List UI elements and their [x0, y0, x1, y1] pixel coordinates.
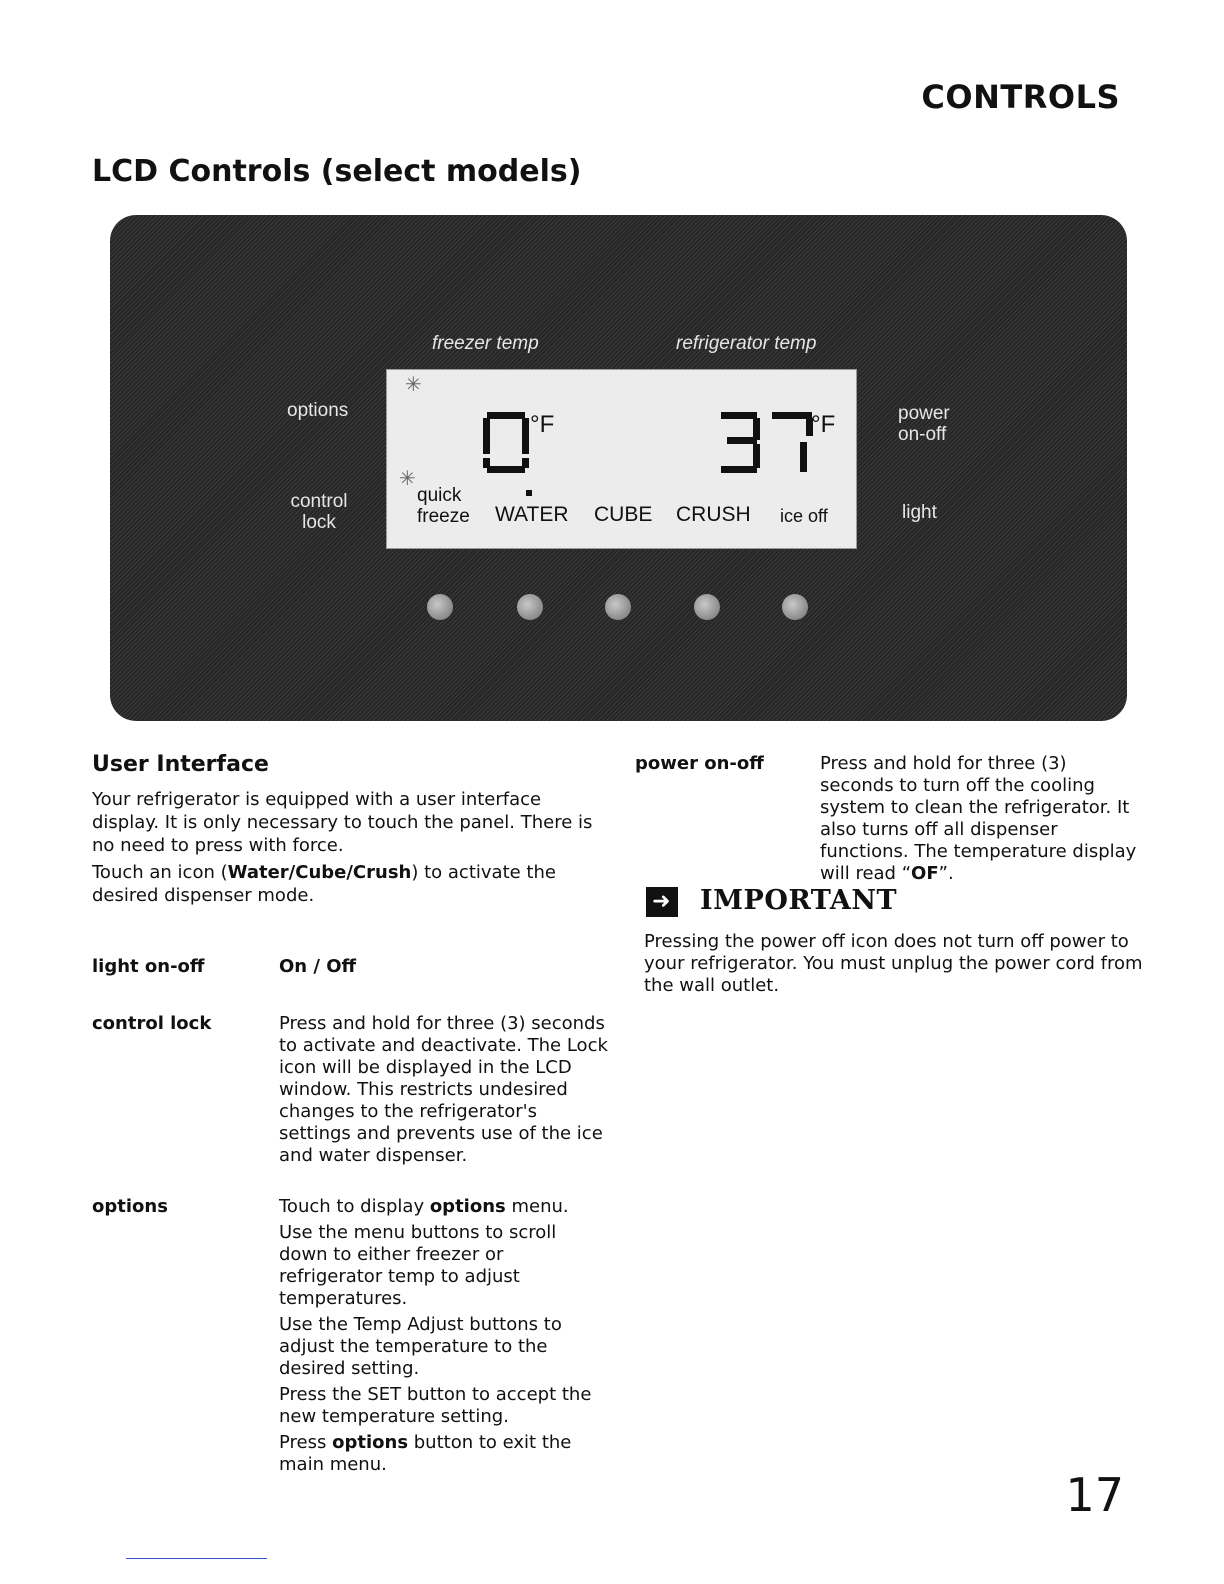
power-text-bold: OF — [911, 863, 939, 884]
quick-freeze-label[interactable] — [417, 485, 470, 527]
options-line1-bold: options — [429, 1196, 506, 1217]
options-line4: Press the SET button to accept the new temperature setting. — [279, 1384, 592, 1427]
snowflake-icon: ✳ — [405, 372, 422, 396]
crush-mode[interactable]: CRUSH — [676, 503, 751, 526]
freezer-temp-label: freezer temp — [432, 333, 539, 354]
arrow-right-icon: ➜ — [646, 887, 678, 917]
options-panel-label: options — [287, 400, 349, 421]
panel-button-5[interactable] — [782, 594, 808, 620]
user-interface-para1: Your refrigerator is equipped with a user interface display. It is only necessary to touch the panel. There is no need to press with force. — [92, 789, 593, 856]
water-mode[interactable]: WATER — [495, 503, 569, 526]
lcd-window — [386, 369, 857, 549]
power-line2: on-off — [898, 424, 947, 445]
panel-button-4[interactable] — [694, 594, 720, 620]
para2-bold: Water/Cube/Crush — [227, 862, 412, 883]
options-line1 — [279, 1196, 609, 1218]
light-value: On / Off — [279, 956, 357, 977]
light-term: light on-off — [92, 956, 205, 977]
user-interface-para2 — [92, 861, 612, 907]
important-title: IMPORTANT — [700, 885, 898, 916]
page-heading: LCD Controls (select models) — [92, 154, 582, 189]
freeze-line: freeze — [417, 506, 470, 527]
panel-button-2[interactable] — [517, 594, 543, 620]
freezer-unit: °F — [530, 411, 555, 438]
quick-freeze-snowflake-icon: ✳ — [399, 466, 416, 490]
section-title: CONTROLS — [921, 78, 1120, 116]
page-number: 17 — [1065, 1468, 1124, 1522]
options-line5-pre: Press — [279, 1432, 333, 1453]
refrigerator-temp-label: refrigerator temp — [676, 333, 817, 354]
selected-mode-indicator — [526, 490, 532, 496]
options-line3: Use the Temp Adjust buttons to adjust the temperature to the desired setting. — [279, 1314, 562, 1379]
control-lock-definition: Press and hold for three (3) seconds to activate and deactivate. The Lock icon will be displayed in the LCD window. This restricts undesired changes to the refrigerator's settings and prevents use of the ice and water dispenser. — [279, 1013, 608, 1166]
para2-pre: Touch an icon ( — [92, 862, 228, 883]
power-line1: power — [898, 403, 950, 424]
power-definition — [820, 753, 1145, 885]
control-lock-term: control lock — [92, 1013, 212, 1034]
options-line5-post: button to exit the main menu. — [279, 1432, 572, 1475]
options-definition — [279, 1196, 609, 1480]
cube-mode[interactable]: CUBE — [594, 503, 653, 526]
options-line1-pre: Touch to display — [279, 1196, 430, 1217]
options-line2: Use the menu buttons to scroll down to either freezer or refrigerator temp to adjust temperatures. — [279, 1222, 557, 1309]
power-term: power on-off — [635, 753, 764, 774]
fridge-unit: °F — [811, 411, 836, 438]
footer-line — [126, 1558, 267, 1559]
power-text-post: ”. — [938, 863, 954, 884]
options-line5 — [279, 1432, 609, 1476]
options-line5-bold: options — [332, 1432, 409, 1453]
light-panel-label: light — [902, 502, 937, 523]
options-line1-post: menu. — [505, 1196, 569, 1217]
power-panel-label — [898, 403, 950, 445]
panel-button-3[interactable] — [605, 594, 631, 620]
quick-line: quick — [417, 485, 462, 506]
user-interface-text — [92, 788, 612, 911]
para2-post: ) to activate the desired dispenser mode. — [92, 862, 556, 906]
control-lock-line1: control — [290, 491, 348, 512]
options-term: options — [92, 1196, 168, 1217]
control-lock-line2: lock — [302, 512, 336, 533]
ice-off-mode[interactable]: ice off — [780, 506, 828, 526]
power-text-pre: Press and hold for three (3) seconds to turn off the cooling system to clean the refrigerator. It also turns off all dispenser functions. The temperature display will read “ — [820, 753, 1137, 884]
control-lock-panel-label — [287, 491, 351, 533]
important-text: Pressing the power off icon does not turn off power to your refrigerator. You must unplug the power cord from the wall outlet. — [644, 931, 1143, 996]
panel-button-1[interactable] — [427, 594, 453, 620]
user-interface-heading: User Interface — [92, 752, 269, 777]
